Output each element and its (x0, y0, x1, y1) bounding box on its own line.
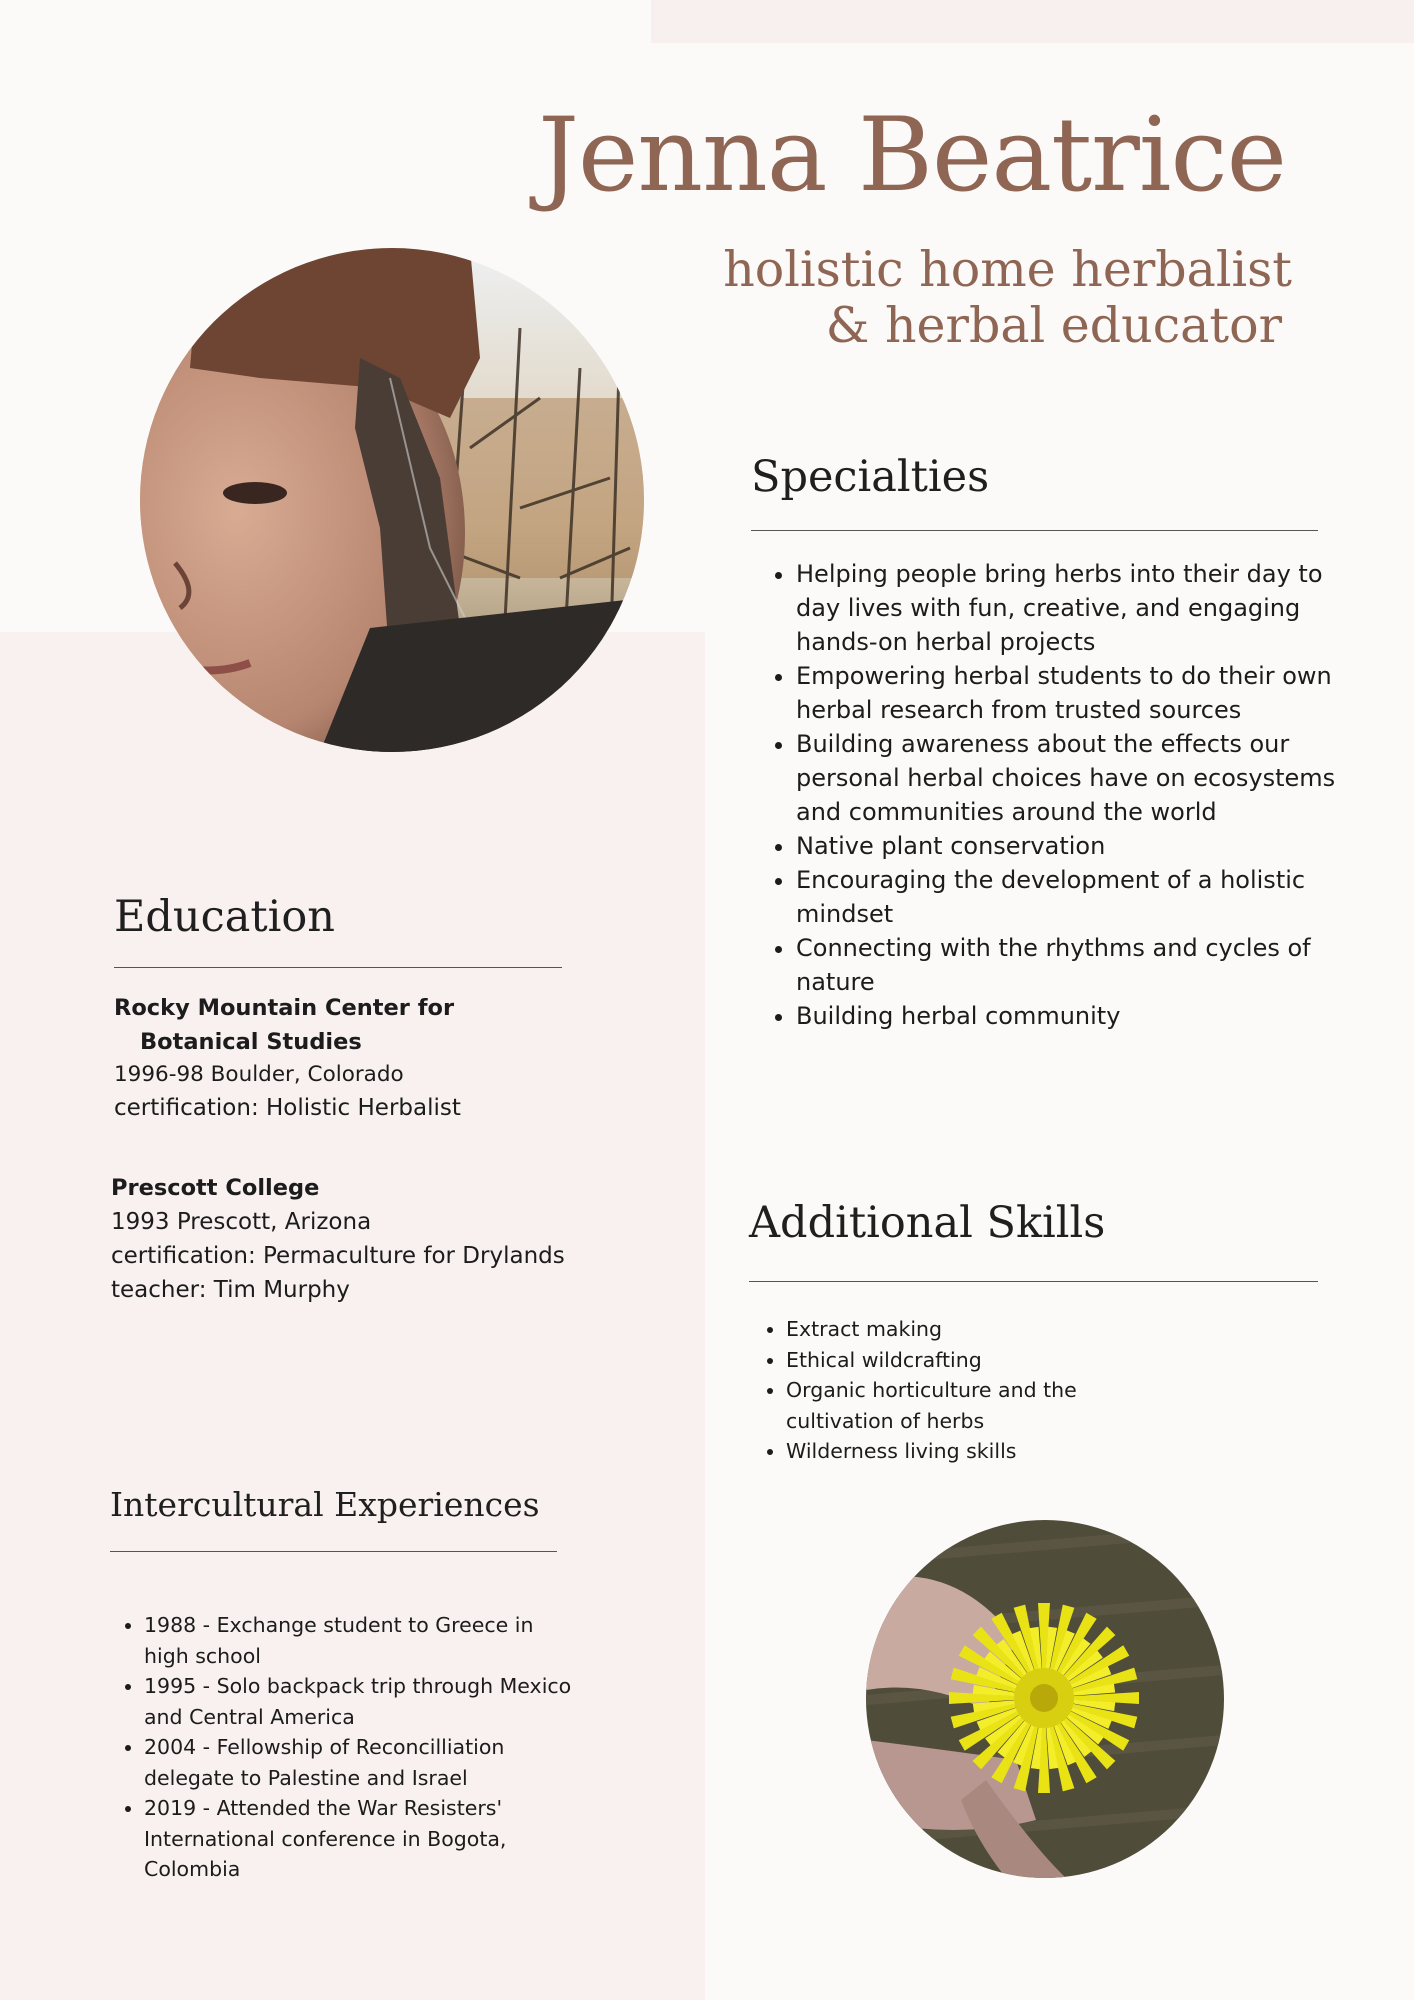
education-certification: certification: Holistic Herbalist (114, 1095, 461, 1121)
education-entry-prescott (111, 1171, 565, 1307)
additional-skills-divider (749, 1281, 1318, 1282)
list-item: • Wilderness living skills (786, 1436, 1146, 1467)
job-title-line-1: holistic home herbalist (723, 241, 1292, 298)
school-name-continued: Botanical Studies (140, 1029, 362, 1055)
list-item: • Helping people bring herbs into their day to day lives with fun, creative, and engaging hands-on herbal projects (796, 557, 1341, 659)
intercultural-list (110, 1610, 584, 1885)
top-accent-block (651, 0, 1414, 43)
job-title-line-2: & herbal educator (825, 297, 1282, 354)
list-item: • 2004 - Fellowship of Reconcilliation delegate to Palestine and Israel (144, 1732, 584, 1793)
school-name: Rocky Mountain Center for (114, 995, 455, 1021)
list-item: • Ethical wildcrafting (786, 1345, 1146, 1376)
list-item: • 1988 - Exchange student to Greece in high school (144, 1610, 584, 1671)
dandelion-photo (866, 1520, 1224, 1878)
education-dates-location: 1996-98 Boulder, Colorado (114, 1062, 404, 1087)
education-certification: certification: Permaculture for Drylands (111, 1243, 565, 1269)
list-item: • Connecting with the rhythms and cycles of nature (796, 931, 1341, 999)
name-heading: Jenna Beatrice (538, 96, 1286, 215)
specialties-list (762, 557, 1341, 1033)
list-item: • Organic horticulture and the cultivation of herbs (786, 1375, 1146, 1436)
list-item: • Building herbal community (796, 999, 1341, 1033)
list-item: • Building awareness about the effects our personal herbal choices have on ecosystems and communities around the world (796, 727, 1341, 829)
list-item: • Encouraging the development of a holistic mindset (796, 863, 1341, 931)
education-dates-location: 1993 Prescott, Arizona (111, 1209, 372, 1235)
intercultural-heading: Intercultural Experiences (110, 1485, 540, 1524)
intercultural-divider (110, 1551, 557, 1552)
education-teacher: teacher: Tim Murphy (111, 1277, 350, 1303)
list-item: • Extract making (786, 1314, 1146, 1345)
list-item: • 1995 - Solo backpack trip through Mexico and Central America (144, 1671, 584, 1732)
education-divider (114, 967, 562, 968)
list-item: • 2019 - Attended the War Resisters' International conference in Bogota, Colombia (144, 1793, 584, 1885)
job-title (723, 242, 1292, 354)
education-entry-rocky-mountain (114, 991, 461, 1125)
school-name: Prescott College (111, 1175, 320, 1201)
list-item: • Empowering herbal students to do their own herbal research from trusted sources (796, 659, 1341, 727)
portrait-photo (140, 248, 644, 752)
additional-skills-list (752, 1314, 1146, 1467)
additional-skills-heading: Additional Skills (749, 1198, 1106, 1248)
specialties-heading: Specialties (751, 452, 990, 502)
list-item: • Native plant conservation (796, 829, 1341, 863)
education-heading: Education (114, 892, 335, 942)
specialties-divider (751, 530, 1318, 531)
